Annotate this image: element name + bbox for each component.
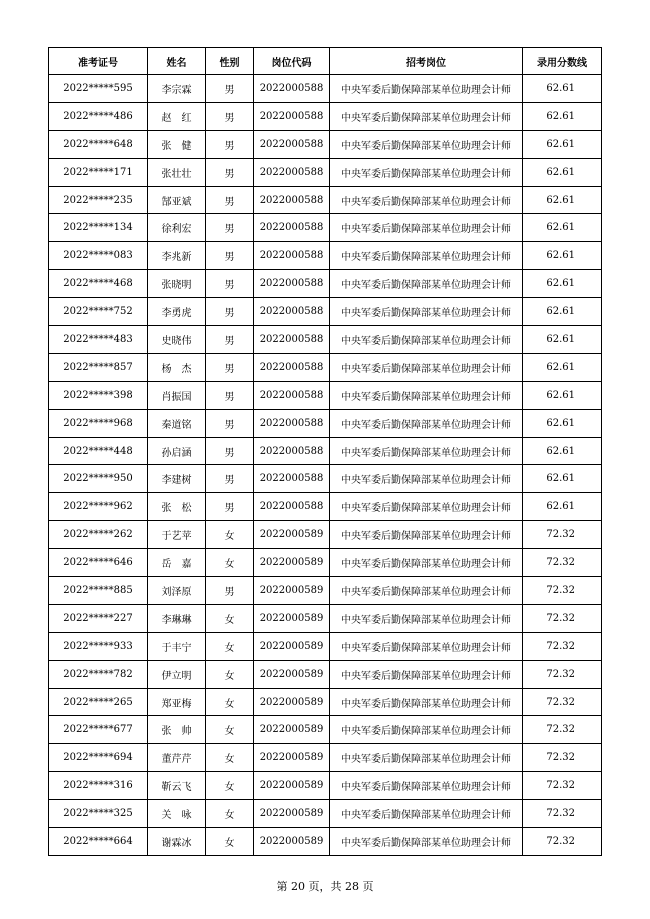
cell-cutoff-score: 72.32 — [523, 800, 602, 828]
cell-position-code: 2022000589 — [254, 828, 330, 856]
cell-position: 中央军委后勤保障部某单位助理会计师 — [330, 381, 523, 409]
results-table — [48, 47, 602, 856]
cell-name: 李琳琳 — [148, 604, 206, 632]
cell-position-code: 2022000589 — [254, 604, 330, 632]
cell-gender: 男 — [206, 381, 254, 409]
cell-gender: 女 — [206, 772, 254, 800]
cell-name: 张 健 — [148, 130, 206, 158]
cell-position: 中央军委后勤保障部某单位助理会计师 — [330, 800, 523, 828]
cell-name: 刘泽原 — [148, 577, 206, 605]
cell-exam-id: 2022*****083 — [49, 242, 148, 270]
cell-position-code: 2022000589 — [254, 716, 330, 744]
cell-position-code: 2022000588 — [254, 493, 330, 521]
cell-exam-id: 2022*****486 — [49, 102, 148, 130]
cell-gender: 男 — [206, 298, 254, 326]
cell-position: 中央军委后勤保障部某单位助理会计师 — [330, 326, 523, 354]
cell-position: 中央军委后勤保障部某单位助理会计师 — [330, 716, 523, 744]
cell-position-code: 2022000588 — [254, 298, 330, 326]
cell-exam-id: 2022*****968 — [49, 409, 148, 437]
header-cutoff-score: 录用分数线 — [523, 48, 602, 75]
cell-position: 中央军委后勤保障部某单位助理会计师 — [330, 214, 523, 242]
cell-cutoff-score: 62.61 — [523, 381, 602, 409]
table-row — [49, 632, 602, 660]
cell-position: 中央军委后勤保障部某单位助理会计师 — [330, 660, 523, 688]
cell-cutoff-score: 72.32 — [523, 744, 602, 772]
cell-name: 郜亚斌 — [148, 186, 206, 214]
cell-gender: 女 — [206, 660, 254, 688]
cell-gender: 男 — [206, 465, 254, 493]
table-row — [49, 716, 602, 744]
cell-position-code: 2022000589 — [254, 688, 330, 716]
cell-exam-id: 2022*****857 — [49, 353, 148, 381]
cell-name: 张晓明 — [148, 270, 206, 298]
cell-position: 中央军委后勤保障部某单位助理会计师 — [330, 298, 523, 326]
cell-exam-id: 2022*****782 — [49, 660, 148, 688]
cell-gender: 男 — [206, 130, 254, 158]
header-position: 招考岗位 — [330, 48, 523, 75]
cell-name: 赵 红 — [148, 102, 206, 130]
table-row — [49, 577, 602, 605]
cell-name: 秦道铭 — [148, 409, 206, 437]
cell-position: 中央军委后勤保障部某单位助理会计师 — [330, 158, 523, 186]
cell-cutoff-score: 62.61 — [523, 465, 602, 493]
cell-cutoff-score: 62.61 — [523, 130, 602, 158]
table-row — [49, 270, 602, 298]
table-row — [49, 604, 602, 632]
table-row — [49, 381, 602, 409]
cell-position-code: 2022000588 — [254, 270, 330, 298]
cell-cutoff-score: 62.61 — [523, 493, 602, 521]
header-name: 姓名 — [148, 48, 206, 75]
cell-position-code: 2022000589 — [254, 632, 330, 660]
cell-position-code: 2022000588 — [254, 409, 330, 437]
cell-name: 张壮壮 — [148, 158, 206, 186]
cell-name: 李勇虎 — [148, 298, 206, 326]
cell-exam-id: 2022*****648 — [49, 130, 148, 158]
cell-exam-id: 2022*****134 — [49, 214, 148, 242]
cell-gender: 男 — [206, 493, 254, 521]
cell-cutoff-score: 72.32 — [523, 549, 602, 577]
cell-position-code: 2022000589 — [254, 800, 330, 828]
cell-position-code: 2022000589 — [254, 549, 330, 577]
cell-position: 中央军委后勤保障部某单位助理会计师 — [330, 75, 523, 103]
cell-position: 中央军委后勤保障部某单位助理会计师 — [330, 828, 523, 856]
cell-position: 中央军委后勤保障部某单位助理会计师 — [330, 102, 523, 130]
cell-gender: 男 — [206, 270, 254, 298]
cell-cutoff-score: 62.61 — [523, 214, 602, 242]
table-row — [49, 186, 602, 214]
table-row — [49, 75, 602, 103]
table-row — [49, 326, 602, 354]
table-row — [49, 214, 602, 242]
cell-exam-id: 2022*****483 — [49, 326, 148, 354]
cell-position-code: 2022000588 — [254, 326, 330, 354]
cell-cutoff-score: 72.32 — [523, 716, 602, 744]
cell-name: 郑亚梅 — [148, 688, 206, 716]
cell-gender: 男 — [206, 353, 254, 381]
cell-cutoff-score: 62.61 — [523, 437, 602, 465]
cell-gender: 男 — [206, 409, 254, 437]
cell-exam-id: 2022*****262 — [49, 521, 148, 549]
cell-position: 中央军委后勤保障部某单位助理会计师 — [330, 604, 523, 632]
cell-cutoff-score: 62.61 — [523, 186, 602, 214]
cell-name: 孙启涵 — [148, 437, 206, 465]
cell-name: 杨 杰 — [148, 353, 206, 381]
cell-position-code: 2022000588 — [254, 465, 330, 493]
cell-position-code: 2022000589 — [254, 744, 330, 772]
cell-name: 李兆新 — [148, 242, 206, 270]
cell-exam-id: 2022*****265 — [49, 688, 148, 716]
cell-gender: 男 — [206, 214, 254, 242]
cell-position: 中央军委后勤保障部某单位助理会计师 — [330, 577, 523, 605]
cell-exam-id: 2022*****325 — [49, 800, 148, 828]
cell-exam-id: 2022*****677 — [49, 716, 148, 744]
cell-position-code: 2022000588 — [254, 214, 330, 242]
cell-position: 中央军委后勤保障部某单位助理会计师 — [330, 130, 523, 158]
cell-cutoff-score: 62.61 — [523, 298, 602, 326]
cell-exam-id: 2022*****398 — [49, 381, 148, 409]
cell-position-code: 2022000588 — [254, 102, 330, 130]
cell-exam-id: 2022*****646 — [49, 549, 148, 577]
cell-cutoff-score: 72.32 — [523, 604, 602, 632]
cell-name: 李建树 — [148, 465, 206, 493]
cell-gender: 女 — [206, 744, 254, 772]
cell-position: 中央军委后勤保障部某单位助理会计师 — [330, 186, 523, 214]
cell-name: 谢霖冰 — [148, 828, 206, 856]
cell-cutoff-score: 72.32 — [523, 632, 602, 660]
table-row — [49, 158, 602, 186]
cell-position: 中央军委后勤保障部某单位助理会计师 — [330, 493, 523, 521]
cell-position: 中央军委后勤保障部某单位助理会计师 — [330, 521, 523, 549]
cell-position: 中央军委后勤保障部某单位助理会计师 — [330, 688, 523, 716]
cell-cutoff-score: 62.61 — [523, 353, 602, 381]
cell-cutoff-score: 62.61 — [523, 75, 602, 103]
table-row — [49, 102, 602, 130]
table-row — [49, 828, 602, 856]
cell-gender: 女 — [206, 632, 254, 660]
cell-name: 肖振国 — [148, 381, 206, 409]
table-row — [49, 298, 602, 326]
cell-position: 中央军委后勤保障部某单位助理会计师 — [330, 409, 523, 437]
cell-name: 于丰宁 — [148, 632, 206, 660]
cell-name: 靳云飞 — [148, 772, 206, 800]
cell-gender: 女 — [206, 688, 254, 716]
table-row — [49, 800, 602, 828]
cell-gender: 男 — [206, 158, 254, 186]
cell-gender: 女 — [206, 800, 254, 828]
cell-cutoff-score: 62.61 — [523, 270, 602, 298]
cell-position: 中央军委后勤保障部某单位助理会计师 — [330, 465, 523, 493]
cell-cutoff-score: 72.32 — [523, 521, 602, 549]
cell-gender: 男 — [206, 577, 254, 605]
cell-exam-id: 2022*****933 — [49, 632, 148, 660]
cell-position: 中央军委后勤保障部某单位助理会计师 — [330, 772, 523, 800]
cell-position: 中央军委后勤保障部某单位助理会计师 — [330, 632, 523, 660]
cell-exam-id: 2022*****962 — [49, 493, 148, 521]
cell-position-code: 2022000589 — [254, 772, 330, 800]
table-header — [49, 48, 602, 75]
cell-gender: 男 — [206, 242, 254, 270]
cell-cutoff-score: 62.61 — [523, 409, 602, 437]
table-row — [49, 465, 602, 493]
cell-position-code: 2022000588 — [254, 353, 330, 381]
cell-cutoff-score: 72.32 — [523, 688, 602, 716]
cell-exam-id: 2022*****752 — [49, 298, 148, 326]
cell-cutoff-score: 72.32 — [523, 577, 602, 605]
cell-gender: 男 — [206, 75, 254, 103]
table-row — [49, 353, 602, 381]
cell-cutoff-score: 62.61 — [523, 242, 602, 270]
page-number: 第 20 页，共 28 页 — [276, 880, 374, 893]
table-row — [49, 409, 602, 437]
cell-cutoff-score: 72.32 — [523, 660, 602, 688]
table-row — [49, 772, 602, 800]
cell-name: 伊立明 — [148, 660, 206, 688]
cell-gender: 女 — [206, 604, 254, 632]
cell-cutoff-score: 62.61 — [523, 158, 602, 186]
table-row — [49, 688, 602, 716]
cell-name: 关 咏 — [148, 800, 206, 828]
cell-exam-id: 2022*****595 — [49, 75, 148, 103]
cell-gender: 男 — [206, 186, 254, 214]
cell-exam-id: 2022*****950 — [49, 465, 148, 493]
cell-position: 中央军委后勤保障部某单位助理会计师 — [330, 744, 523, 772]
cell-position-code: 2022000588 — [254, 437, 330, 465]
table-row — [49, 521, 602, 549]
cell-cutoff-score: 62.61 — [523, 326, 602, 354]
cell-exam-id: 2022*****227 — [49, 604, 148, 632]
cell-gender: 男 — [206, 326, 254, 354]
cell-cutoff-score: 62.61 — [523, 102, 602, 130]
cell-position: 中央军委后勤保障部某单位助理会计师 — [330, 549, 523, 577]
cell-gender: 女 — [206, 828, 254, 856]
cell-name: 岳 嘉 — [148, 549, 206, 577]
cell-exam-id: 2022*****694 — [49, 744, 148, 772]
table-row — [49, 744, 602, 772]
cell-position: 中央军委后勤保障部某单位助理会计师 — [330, 437, 523, 465]
table-row — [49, 437, 602, 465]
table-row — [49, 493, 602, 521]
table-row — [49, 549, 602, 577]
cell-position-code: 2022000589 — [254, 521, 330, 549]
cell-position-code: 2022000588 — [254, 381, 330, 409]
cell-exam-id: 2022*****235 — [49, 186, 148, 214]
cell-name: 史晓伟 — [148, 326, 206, 354]
cell-position-code: 2022000588 — [254, 158, 330, 186]
header-exam-id: 准考证号 — [49, 48, 148, 75]
cell-exam-id: 2022*****448 — [49, 437, 148, 465]
cell-exam-id: 2022*****171 — [49, 158, 148, 186]
cell-gender: 男 — [206, 437, 254, 465]
cell-position: 中央军委后勤保障部某单位助理会计师 — [330, 242, 523, 270]
table-row — [49, 660, 602, 688]
cell-name: 张 松 — [148, 493, 206, 521]
cell-gender: 女 — [206, 549, 254, 577]
cell-position-code: 2022000589 — [254, 577, 330, 605]
cell-gender: 女 — [206, 716, 254, 744]
cell-gender: 女 — [206, 521, 254, 549]
cell-name: 徐利宏 — [148, 214, 206, 242]
cell-position-code: 2022000588 — [254, 130, 330, 158]
cell-cutoff-score: 72.32 — [523, 772, 602, 800]
cell-name: 于艺苹 — [148, 521, 206, 549]
cell-position-code: 2022000588 — [254, 186, 330, 214]
cell-position: 中央军委后勤保障部某单位助理会计师 — [330, 353, 523, 381]
cell-name: 张 帅 — [148, 716, 206, 744]
cell-position-code: 2022000589 — [254, 660, 330, 688]
cell-exam-id: 2022*****468 — [49, 270, 148, 298]
header-gender: 性别 — [206, 48, 254, 75]
cell-name: 董芹芹 — [148, 744, 206, 772]
table-body — [49, 75, 602, 856]
cell-position-code: 2022000588 — [254, 75, 330, 103]
cell-position: 中央军委后勤保障部某单位助理会计师 — [330, 270, 523, 298]
header-position-code: 岗位代码 — [254, 48, 330, 75]
table-row — [49, 130, 602, 158]
cell-exam-id: 2022*****664 — [49, 828, 148, 856]
cell-position-code: 2022000588 — [254, 242, 330, 270]
cell-exam-id: 2022*****885 — [49, 577, 148, 605]
cell-name: 李宗霖 — [148, 75, 206, 103]
cell-exam-id: 2022*****316 — [49, 772, 148, 800]
cell-cutoff-score: 72.32 — [523, 828, 602, 856]
cell-gender: 男 — [206, 102, 254, 130]
table-row — [49, 242, 602, 270]
